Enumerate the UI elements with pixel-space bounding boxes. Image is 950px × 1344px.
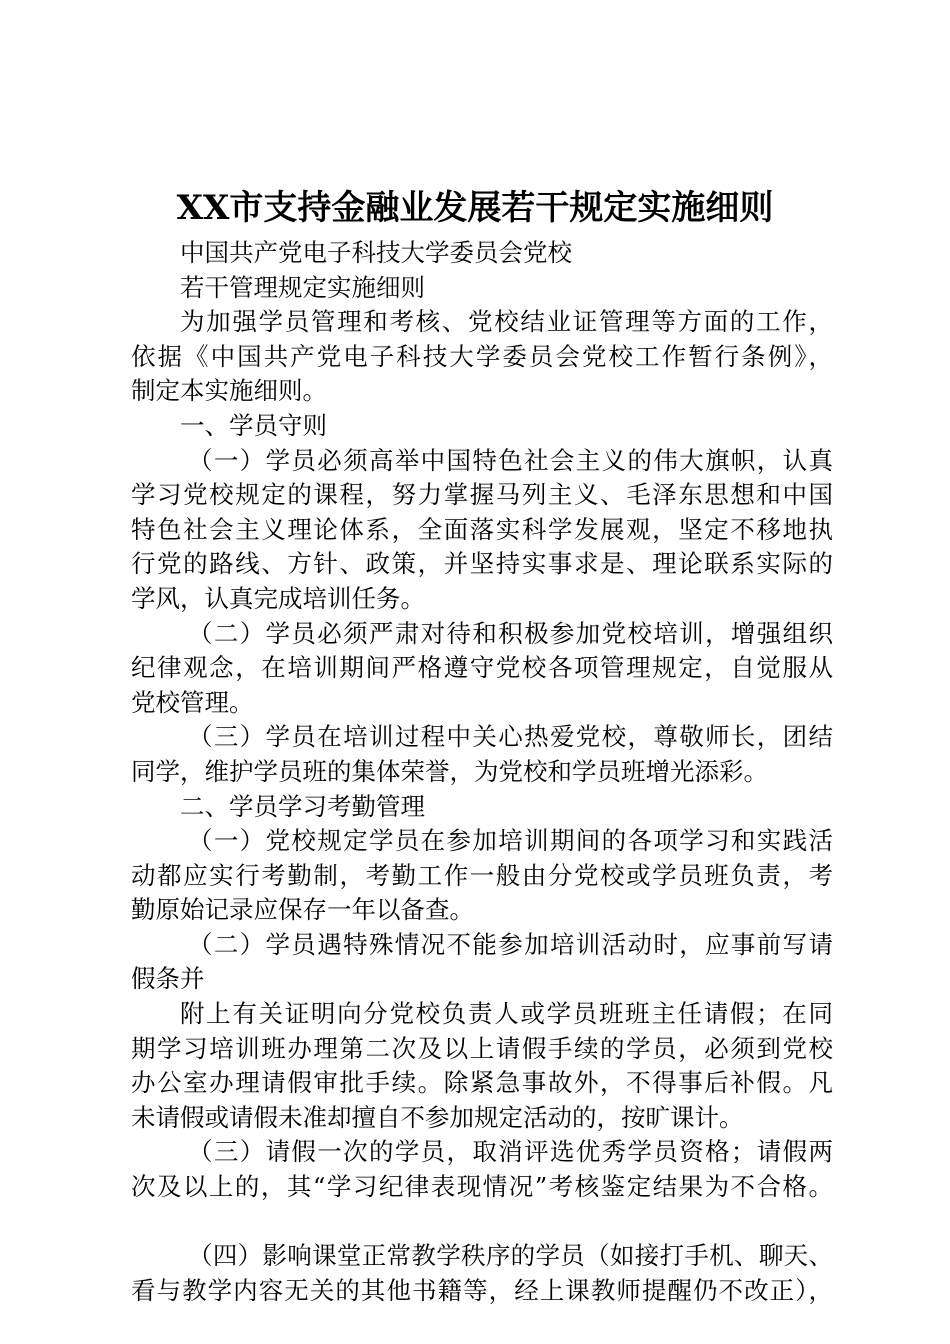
- paragraph-line: 同学，维护学员班的集体荣誉，为党校和学员班增光添彩。: [131, 756, 768, 786]
- paragraph-line: （一）学员必须高举中国特色社会主义的伟大旗帜，认真: [188, 445, 833, 475]
- paragraph-gap: [131, 1205, 833, 1240]
- paragraph-line: 纪律观念，在培训期间严格遵守党校各项管理规定，自觉服从: [131, 653, 833, 683]
- paragraph-line: 行党的路线、方针、政策，并坚持实事求是、理论联系实际的: [131, 549, 833, 579]
- paragraph-line: 勤原始记录应保存一年以备查。: [131, 895, 474, 925]
- paragraph-line: 办公室办理请假审批手续。除紧急事故外，不得事后补假。凡: [131, 1068, 833, 1098]
- paragraph-line: 学习党校规定的课程，努力掌握马列主义、毛泽东思想和中国: [131, 480, 833, 510]
- paragraph-line: 为加强学员管理和考核、党校结业证管理等方面的工作，: [180, 307, 833, 337]
- paragraph-line: 制定本实施细则。: [131, 376, 327, 406]
- paragraph-line: （三）学员在培训过程中关心热爱党校，尊敬师长，团结: [188, 722, 833, 752]
- paragraph-line: 动都应实行考勤制，考勤工作一般由分党校或学员班负责，考: [131, 860, 833, 890]
- paragraph-line: （二）学员必须严肃对待和积极参加党校培训，增强组织: [188, 618, 833, 648]
- paragraph-line: （四）影响课堂正常教学秩序的学员（如接打手机、聊天、: [188, 1241, 833, 1271]
- subtitle-line: 中国共产党电子科技大学委员会党校: [180, 238, 572, 267]
- subtitle-line: 若干管理规定实施细则: [180, 272, 425, 302]
- paragraph-line: 次及以上的，其“学习纪律表现情况”考核鉴定结果为不合格。: [131, 1172, 833, 1202]
- paragraph-line: （二）学员遇特殊情况不能参加培训活动时，应事前写请: [188, 929, 833, 959]
- section-heading: 一、学员守则: [180, 410, 327, 440]
- paragraph-line: 期学习培训班办理第二次及以上请假手续的学员，必须到党校: [131, 1033, 833, 1063]
- paragraph-line: 附上有关证明向分党校负责人或学员班班主任请假；在同: [180, 999, 833, 1029]
- paragraph-line: （三）请假一次的学员，取消评选优秀学员资格；请假两: [188, 1137, 833, 1167]
- paragraph-line: 党校管理。: [131, 687, 254, 717]
- paragraph-line: 未请假或请假未准却擅自不参加规定活动的，按旷课计。: [131, 1102, 744, 1132]
- paragraph-line: 特色社会主义理论体系，全面落实科学发展观，坚定不移地执: [131, 514, 833, 544]
- section-heading: 二、学员学习考勤管理: [180, 791, 425, 821]
- paragraph-line: 学风，认真完成培训任务。: [131, 583, 425, 613]
- document-body: [131, 236, 833, 1308]
- paragraph-line: 依据《中国共产党电子科技大学委员会党校工作暂行条例》，: [131, 341, 833, 371]
- document-title: XX市支持金融业发展若干规定实施细则: [176, 188, 774, 228]
- paragraph-line: 假条并: [131, 964, 205, 994]
- paragraph-line: （一）党校规定学员在参加培训期间的各项学习和实践活: [188, 826, 833, 856]
- paragraph-line: 看与教学内容无关的其他书籍等，经上课教师提醒仍不改正），: [131, 1275, 833, 1305]
